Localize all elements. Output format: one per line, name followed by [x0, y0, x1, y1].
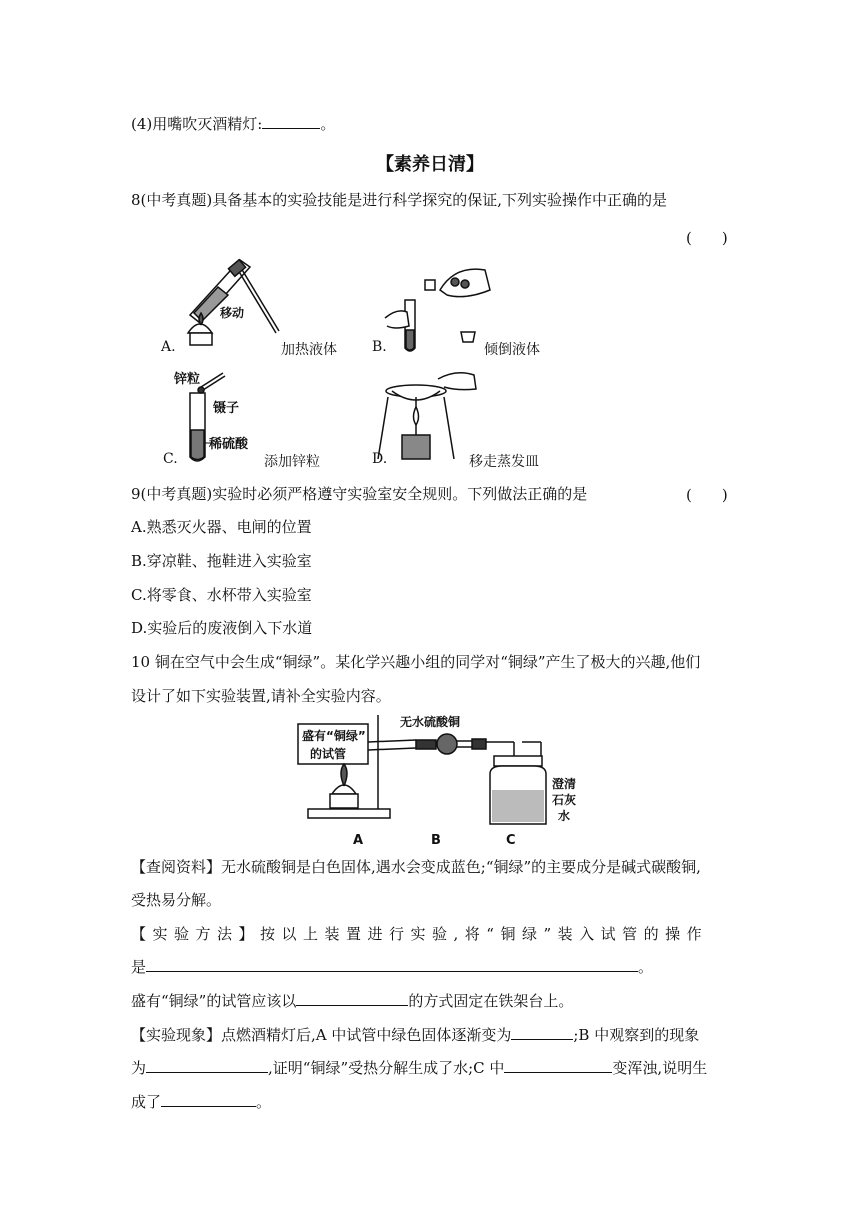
option-d-caption: 移走蒸发皿 — [469, 454, 539, 470]
q7-4-end: 。 — [320, 115, 336, 133]
b-label-anhydrous-copper-sulfate: 无水硫酸铜 — [400, 715, 461, 729]
option-d-letter[interactable]: D. — [372, 451, 388, 467]
q7-4-text: (4)用嘴吹灭酒精灯: — [131, 115, 263, 133]
method-prefix: 是 — [131, 958, 147, 976]
fix-blank[interactable] — [296, 991, 408, 1006]
figure-b-pouring-liquid — [385, 260, 495, 355]
option-c-letter[interactable]: C. — [163, 451, 178, 467]
tube-label-line-1: 盛有“铜绿” — [302, 729, 366, 743]
fix-line — [131, 991, 573, 1011]
label-zinc: 锌粒 — [174, 372, 201, 387]
q10-line-1: 10 铜在空气中会生成“铜绿”。某化学兴趣小组的同学对“铜绿”产生了极大的兴趣,他们 — [131, 653, 701, 671]
part-c-label: C — [506, 833, 516, 848]
method-blank[interactable] — [146, 957, 638, 972]
option-b-letter[interactable]: B. — [372, 339, 387, 355]
q10-line-2: 设计了如下实验装置,请补全实验内容。 — [131, 687, 391, 705]
q8-stem: 8(中考真题)具备基本的实验技能是进行科学探究的保证,下列实验操作中正确的是 — [131, 191, 668, 209]
part-a-label: A — [353, 833, 364, 848]
obs-2-prefix: 为 — [131, 1059, 147, 1077]
obs-line-1 — [131, 1025, 699, 1045]
c-label-1: 澄清 — [552, 777, 577, 791]
obs-c-blank[interactable] — [504, 1058, 612, 1073]
option-c-caption: 添加锌粒 — [264, 454, 320, 470]
obs-product-blank[interactable] — [161, 1092, 256, 1107]
method-line-1: 【实验方法】按以上装置进行实验,将“铜绿”装入试管的操作 — [131, 925, 709, 943]
ref-line-2: 受热易分解。 — [131, 891, 222, 909]
option-b-caption: 倾倒液体 — [484, 342, 540, 358]
ref-line-1: 【查阅资料】无水硫酸铜是白色固体,遇水会变成蓝色;“铜绿”的主要成分是碱式碳酸铜, — [131, 858, 701, 876]
obs-3-prefix: 成了 — [131, 1093, 162, 1111]
apparatus-diagram — [296, 712, 577, 848]
q7-4-line — [131, 114, 335, 134]
obs-3-end: 。 — [256, 1093, 272, 1111]
figure-d-moving-evaporating-dish — [378, 367, 478, 465]
q9-option-a[interactable]: A.熟悉灭火器、电闸的位置 — [131, 518, 312, 536]
label-move: 移动 — [220, 306, 245, 320]
obs-2-middle: ,证明“铜绿”受热分解生成了水;C 中 — [268, 1059, 505, 1077]
q9-stem: 9(中考真题)实验时必须严格遵守实验室安全规则。下列做法正确的是 — [131, 485, 588, 503]
obs-line-3 — [131, 1092, 271, 1112]
obs-1-prefix: 【实验现象】点燃酒精灯后,A 中试管中绿色固体逐渐变为 — [131, 1026, 512, 1044]
obs-b-blank[interactable] — [146, 1058, 268, 1073]
label-dilute-sulfuric-acid: 稀硫酸 — [209, 437, 249, 452]
q9-answer-paren[interactable]: ( ) — [686, 486, 728, 504]
method-end: 。 — [638, 958, 654, 976]
option-a-letter[interactable]: A. — [161, 339, 176, 355]
q9-option-b[interactable]: B.穿凉鞋、拖鞋进入实验室 — [131, 552, 312, 570]
method-line-2 — [131, 957, 653, 977]
q9-option-c[interactable]: C.将零食、水杯带入实验室 — [131, 586, 312, 604]
obs-line-2 — [131, 1058, 707, 1078]
answer-blank[interactable] — [262, 114, 320, 129]
obs-1-suffix: ;B 中观察到的现象 — [573, 1026, 700, 1044]
c-label-2: 石灰 — [552, 793, 577, 807]
c-label-3: 水 — [558, 809, 571, 823]
option-a-caption: 加热液体 — [281, 342, 337, 358]
q8-answer-paren[interactable]: ( ) — [686, 229, 728, 247]
fix-suffix: 的方式固定在铁架台上。 — [408, 992, 574, 1010]
label-tweezers: 镊子 — [213, 401, 240, 416]
obs-color-blank[interactable] — [511, 1025, 573, 1040]
fix-prefix: 盛有“铜绿”的试管应该以 — [131, 992, 297, 1010]
figure-a-heating-liquid — [180, 255, 280, 355]
section-title: 【素养日清】 — [376, 154, 484, 175]
figure-c-adding-zinc — [165, 365, 265, 465]
obs-2-suffix: 变浑浊,说明生 — [612, 1059, 708, 1077]
tube-label-line-2: 的试管 — [310, 747, 347, 761]
part-b-label: B — [431, 833, 441, 848]
q9-option-d[interactable]: D.实验后的废液倒入下水道 — [131, 619, 313, 637]
